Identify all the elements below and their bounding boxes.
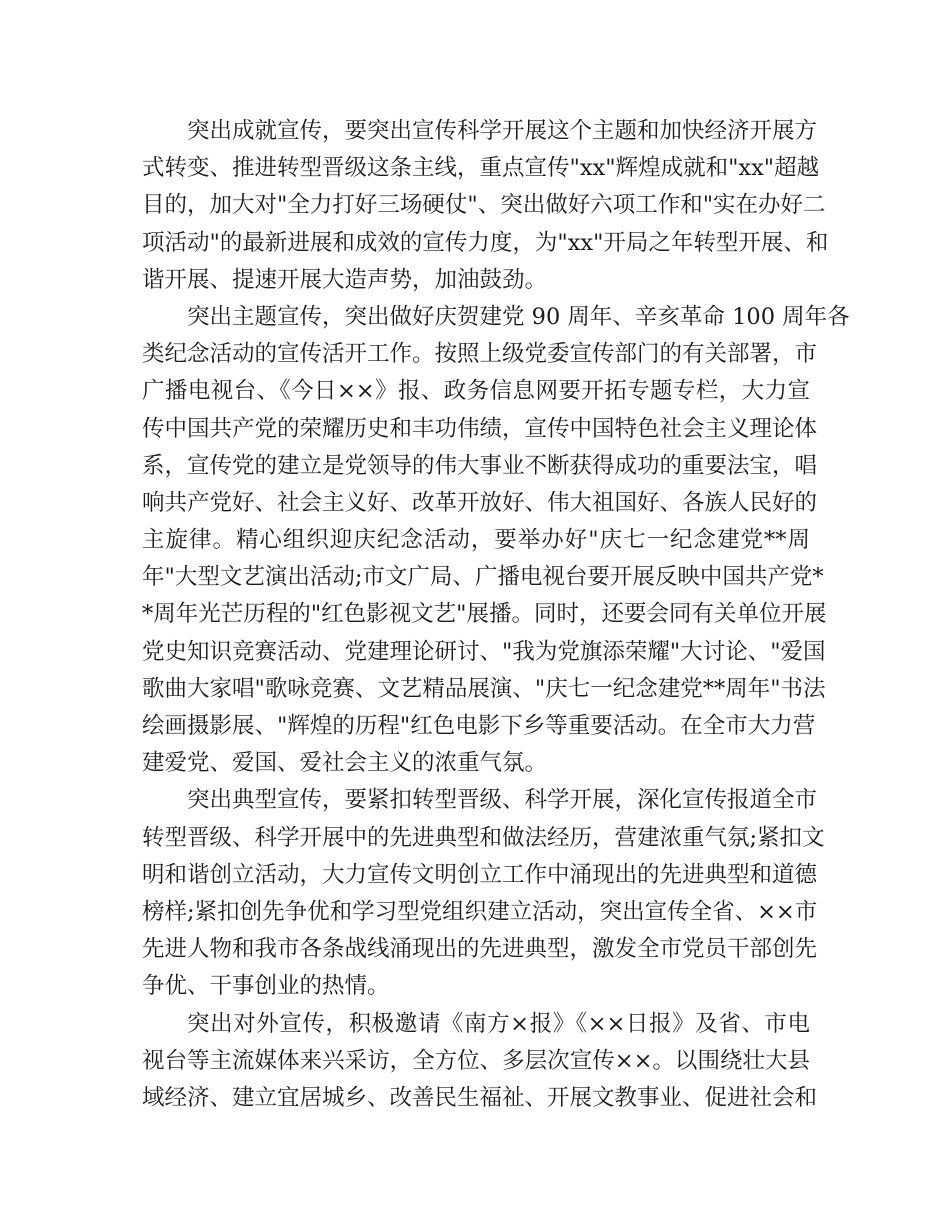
text-line: 主旋律。精心组织迎庆纪念活动，要举办好"庆七一纪念建党**周 — [142, 527, 810, 554]
paragraph-typical-publicity — [142, 782, 825, 1005]
text-line: 先进人物和我市各条战线涌现出的先进典型，激发全市党员干部创先 — [142, 936, 818, 963]
paragraph-achievement-publicity — [142, 113, 829, 299]
text-line: 目的，加大对"全力打好三场硬仗"、突出做好六项工作和"实在办好二 — [142, 192, 826, 219]
text-line: 突出典型宣传，要紧扣转型晋级、科学开展，深化宣传报道全市 — [187, 787, 818, 814]
text-line: 类纪念活动的宣传活开工作。按照上级党委宣传部门的有关部署，市 — [142, 341, 818, 368]
text-line: 突出成就宣传，要突出宣传科学开展这个主题和加快经济开展方 — [187, 118, 818, 144]
text-line: 系，宣传党的建立是党领导的伟大事业不断获得成功的重要法宝，唱 — [142, 452, 818, 479]
text-line: 党史知识竞赛活动、党建理论研讨、"我为党旗添荣耀"大讨论、"爱国 — [142, 638, 826, 665]
text-line: 式转变、推进转型晋级这条主线，重点宣传"xx"辉煌成就和"xx"超越 — [142, 155, 820, 182]
text-line: 传中国共产党的荣耀历史和丰功伟绩，宣传中国特色社会主义理论体 — [142, 415, 818, 442]
paragraph-external-publicity — [142, 1006, 818, 1118]
text-line: 榜样;紧扣创先争优和学习型党组织建立活动，突出宣传全省、××市 — [142, 898, 818, 925]
text-line: 明和谐创立活动，大力宣传文明创立工作中涌现出的先进典型和道德 — [142, 861, 818, 888]
text-line: 广播电视台、《今日××》报、政务信息网要开拓专题专栏，大力宣 — [142, 378, 810, 405]
text-line: 歌曲大家唱"歌咏竞赛、文艺精品展演、"庆七一纪念建党**周年"书法 — [142, 675, 826, 702]
text-line: 视台等主流媒体来兴采访，全方位、多层次宣传××。以围绕壮大县 — [142, 1047, 810, 1074]
text-line: 突出对外宣传，积极邀请《南方×报》《××日报》及省、市电 — [187, 1010, 810, 1037]
text-line: 响共产党好、社会主义好、改革开放好、伟大祖国好、各族人民好的 — [142, 489, 818, 516]
text-line: 谐开展、提速开展大造声势，加油鼓劲。 — [142, 266, 548, 293]
text-line: 转型晋级、科学开展中的先进典型和做法经历，营建浓重气氛;紧扣文 — [142, 824, 825, 851]
document-body — [142, 113, 850, 1117]
text-line: 项活动"的最新进展和成效的宣传力度，为"xx"开局之年转型开展、和 — [142, 229, 829, 256]
text-line: 建爱党、爱国、爱社会主义的浓重气氛。 — [142, 750, 548, 777]
text-line: 突出主题宣传，突出做好庆贺建党 90 周年、辛亥革命 100 周年各 — [187, 303, 850, 330]
text-line: 争优、干事创业的热情。 — [142, 973, 390, 1000]
text-line: *周年光芒历程的"红色影视文艺"展播。同时，还要会同有关单位开展 — [142, 601, 827, 628]
text-line: 域经济、建立宜居城乡、改善民生福祉、开展文教事业、促进社会和 — [142, 1084, 818, 1111]
text-line: 绘画摄影展、"辉煌的历程"红色电影下乡等重要活动。在全市大力营 — [142, 713, 816, 739]
text-line: 年"大型文艺演出活动;市文广局、广播电视台要开展反映中国共产党* — [142, 564, 824, 591]
paragraph-theme-publicity — [142, 299, 850, 782]
